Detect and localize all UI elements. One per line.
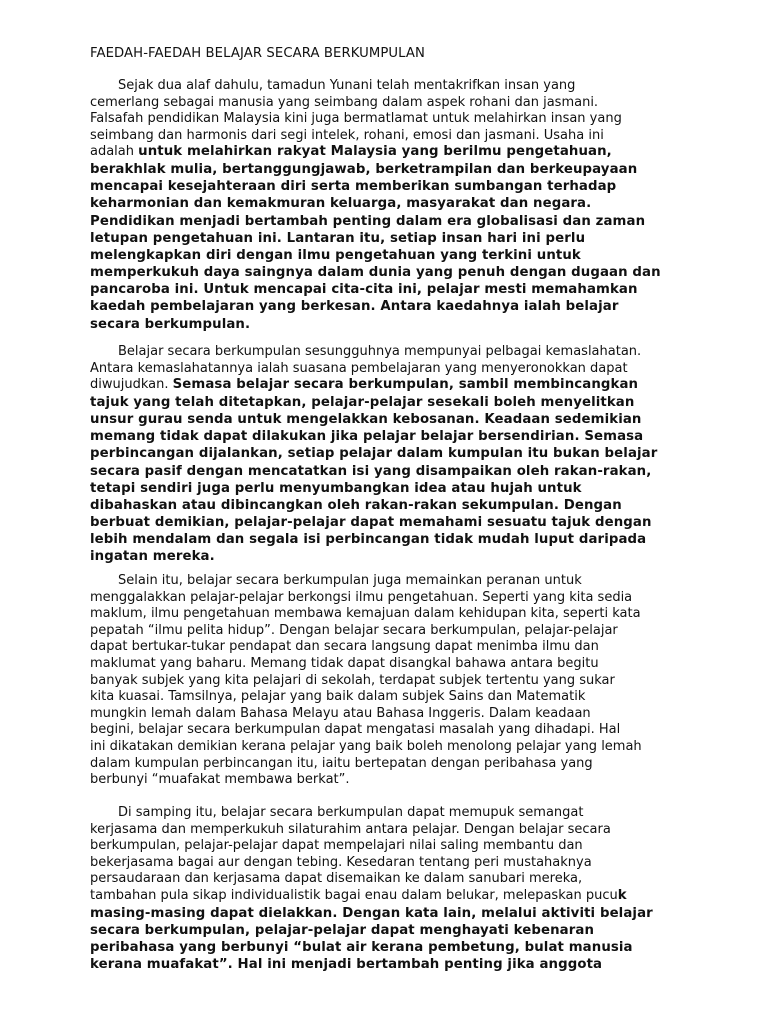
- text-line: secara pasif dengan mencatatkan isi yang disampaikan oleh rakan-rakan,: [90, 463, 652, 479]
- text-line: mungkin lemah dalam Bahasa Melayu atau Bahasa Inggeris. Dalam keadaan: [90, 705, 591, 721]
- text-line: secara berkumpulan.: [90, 316, 251, 332]
- paragraph-3: [90, 573, 690, 789]
- text-line: maklum, ilmu pengetahuan membawa kemajuan dalam kehidupan kita, seperti kata: [90, 606, 641, 622]
- text-line: kerjasama dan memperkukuh silaturahim antara pelajar. Dengan belajar secara: [90, 821, 611, 837]
- text-line: dibahaskan atau dibincangkan oleh rakan-rakan sekumpulan. Dengan: [90, 497, 622, 513]
- text-line: seimbang dan harmonis dari segi intelek, rohani, emosi dan jasmani. Usaha ini: [90, 127, 604, 143]
- text-line: ini dikatakan demikian kerana pelajar yang baik boleh menolong pelajar yang lemah: [90, 738, 642, 754]
- text-line: Sejak dua alaf dahulu, tamadun Yunani telah mentakrifkan insan yang: [118, 78, 576, 93]
- text-line: secara berkumpulan, pelajar-pelajar dapat menghayati kebenaran: [90, 922, 595, 938]
- text-line: memperkukuh daya saingnya dalam dunia yang penuh dengan dugaan dan: [90, 265, 661, 281]
- text-line: unsur gurau senda untuk mengelakkan kebosanan. Keadaan sedemikian: [90, 411, 642, 427]
- text-line: Falsafah pendidikan Malaysia kini juga bermatlamat untuk melahirkan insan yang: [90, 111, 622, 127]
- text-line: perbincangan dijalankan, setiap pelajar dalam kumpulan itu bukan belajar: [90, 446, 658, 462]
- text-line: tajuk yang telah ditetapkan, pelajar-pelajar sesekali boleh menyelitkan: [90, 394, 635, 410]
- text-line: letupan pengetahuan ini. Lantaran itu, setiap insan hari ini perlu: [90, 230, 586, 246]
- text-line: Di samping itu, belajar secara berkumpulan dapat memupuk semangat: [118, 805, 584, 820]
- text-line: keharmonian dan kemakmuran keluarga, masyarakat dan negara.: [90, 196, 592, 212]
- text-line: peribahasa yang berbunyi “bulat air kerana pembetung, bulat manusia: [90, 939, 633, 955]
- text-line: berbuat demikian, pelajar-pelajar dapat memahami sesuatu tajuk dengan: [90, 515, 652, 531]
- text-line: dalam kumpulan perbincangan itu, iaitu bertepatan dengan peribahasa yang: [90, 755, 593, 771]
- text-line: cemerlang sebagai manusia yang seimbang dalam aspek rohani dan jasmani.: [90, 94, 599, 110]
- text-line: kita kuasai. Tamsilnya, pelajar yang baik dalam subjek Sains dan Matematik: [90, 689, 586, 705]
- text-line: Belajar secara berkumpulan sesungguhnya mempunyai pelbagai kemaslahatan.: [118, 344, 642, 359]
- text-line-bold-part: k: [617, 887, 627, 903]
- text-line: mencapai kesejahteraan diri serta memberikan sumbangan terhadap: [90, 179, 617, 195]
- paragraph-1: [90, 78, 690, 333]
- text-line: masing-masing dapat dielakkan. Dengan kata lain, melalui aktiviti belajar: [90, 905, 653, 921]
- text-line: lebih mendalam dan segala isi perbincangan tidak mudah luput daripada: [90, 532, 647, 548]
- text-line: maklumat yang baharu. Memang tidak dapat disangkal bahawa antara begitu: [90, 655, 599, 671]
- text-line: ingatan mereka.: [90, 549, 215, 565]
- paragraph-2: [90, 344, 690, 566]
- text-line: banyak subjek yang kita pelajari di sekolah, terdapat subjek tertentu yang sukar: [90, 672, 615, 688]
- text-line-normal-part: adalah: [90, 144, 139, 160]
- text-line: Pendidikan menjadi bertambah penting dalam era globalisasi dan zaman: [90, 213, 646, 229]
- text-line: kerana muafakat”. Hal ini menjadi bertambah penting jika anggota: [90, 957, 603, 973]
- text-line-bold-part: Semasa belajar secara berkumpulan, sambil membincangkan: [172, 377, 639, 393]
- text-line: pancaroba ini. Untuk mencapai cita-cita ini, pelajar mesti memahamkan: [90, 282, 638, 298]
- text-line: tetapi sendiri juga perlu menyumbangkan idea atau hujah untuk: [90, 480, 582, 496]
- text-line: Selain itu, belajar secara berkumpulan juga memainkan peranan untuk: [118, 573, 582, 588]
- text-line-bold-part: untuk melahirkan rakyat Malaysia yang berilmu pengetahuan,: [138, 144, 612, 160]
- text-line: berbunyi “muafakat membawa berkat”.: [90, 772, 350, 788]
- text-line: pepatah “ilmu pelita hidup”. Dengan belajar secara berkumpulan, pelajar-pelajar: [90, 622, 618, 638]
- text-line: kaedah pembelajaran yang berkesan. Antara kaedahnya ialah belajar: [90, 299, 619, 315]
- text-line: berkumpulan, pelajar-pelajar dapat mempelajari nilai saling membantu dan: [90, 838, 583, 854]
- text-line: memang tidak dapat dilakukan jika pelajar belajar bersendirian. Semasa: [90, 429, 644, 445]
- document-title: FAEDAH-FAEDAH BELAJAR SECARA BERKUMPULAN: [90, 46, 425, 61]
- text-line: persaudaraan dan kerjasama dapat disemaikan ke dalam sanubari mereka,: [90, 871, 583, 887]
- text-line: [90, 377, 690, 394]
- text-line: berakhlak mulia, bertanggungjawab, berketrampilan dan berkeupayaan: [90, 161, 638, 177]
- text-line: begini, belajar secara berkumpulan dapat mengatasi masalah yang dihadapi. Hal: [90, 722, 621, 738]
- text-line: dapat bertukar-tukar pendapat dan secara langsung dapat menimba ilmu dan: [90, 639, 599, 655]
- text-line: menggalakkan pelajar-pelajar berkongsi ilmu pengetahuan. Seperti yang kita sedia: [90, 589, 633, 605]
- text-line: [90, 144, 690, 161]
- text-line-normal-part: tambahan pula sikap individualistik bagai enau dalam belukar, melepaskan pucu: [90, 887, 618, 903]
- text-line: [90, 888, 690, 905]
- text-line: bekerjasama bagai aur dengan tebing. Kesedaran tentang peri mustahaknya: [90, 854, 592, 870]
- text-line: Antara kemaslahatannya ialah suasana pembelajaran yang menyeronokkan dapat: [90, 360, 628, 376]
- text-line-normal-part: diwujudkan.: [90, 377, 173, 393]
- text-line: melengkapkan diri dengan ilmu pengetahuan yang terkini untuk: [90, 247, 581, 263]
- paragraph-4: [90, 805, 690, 973]
